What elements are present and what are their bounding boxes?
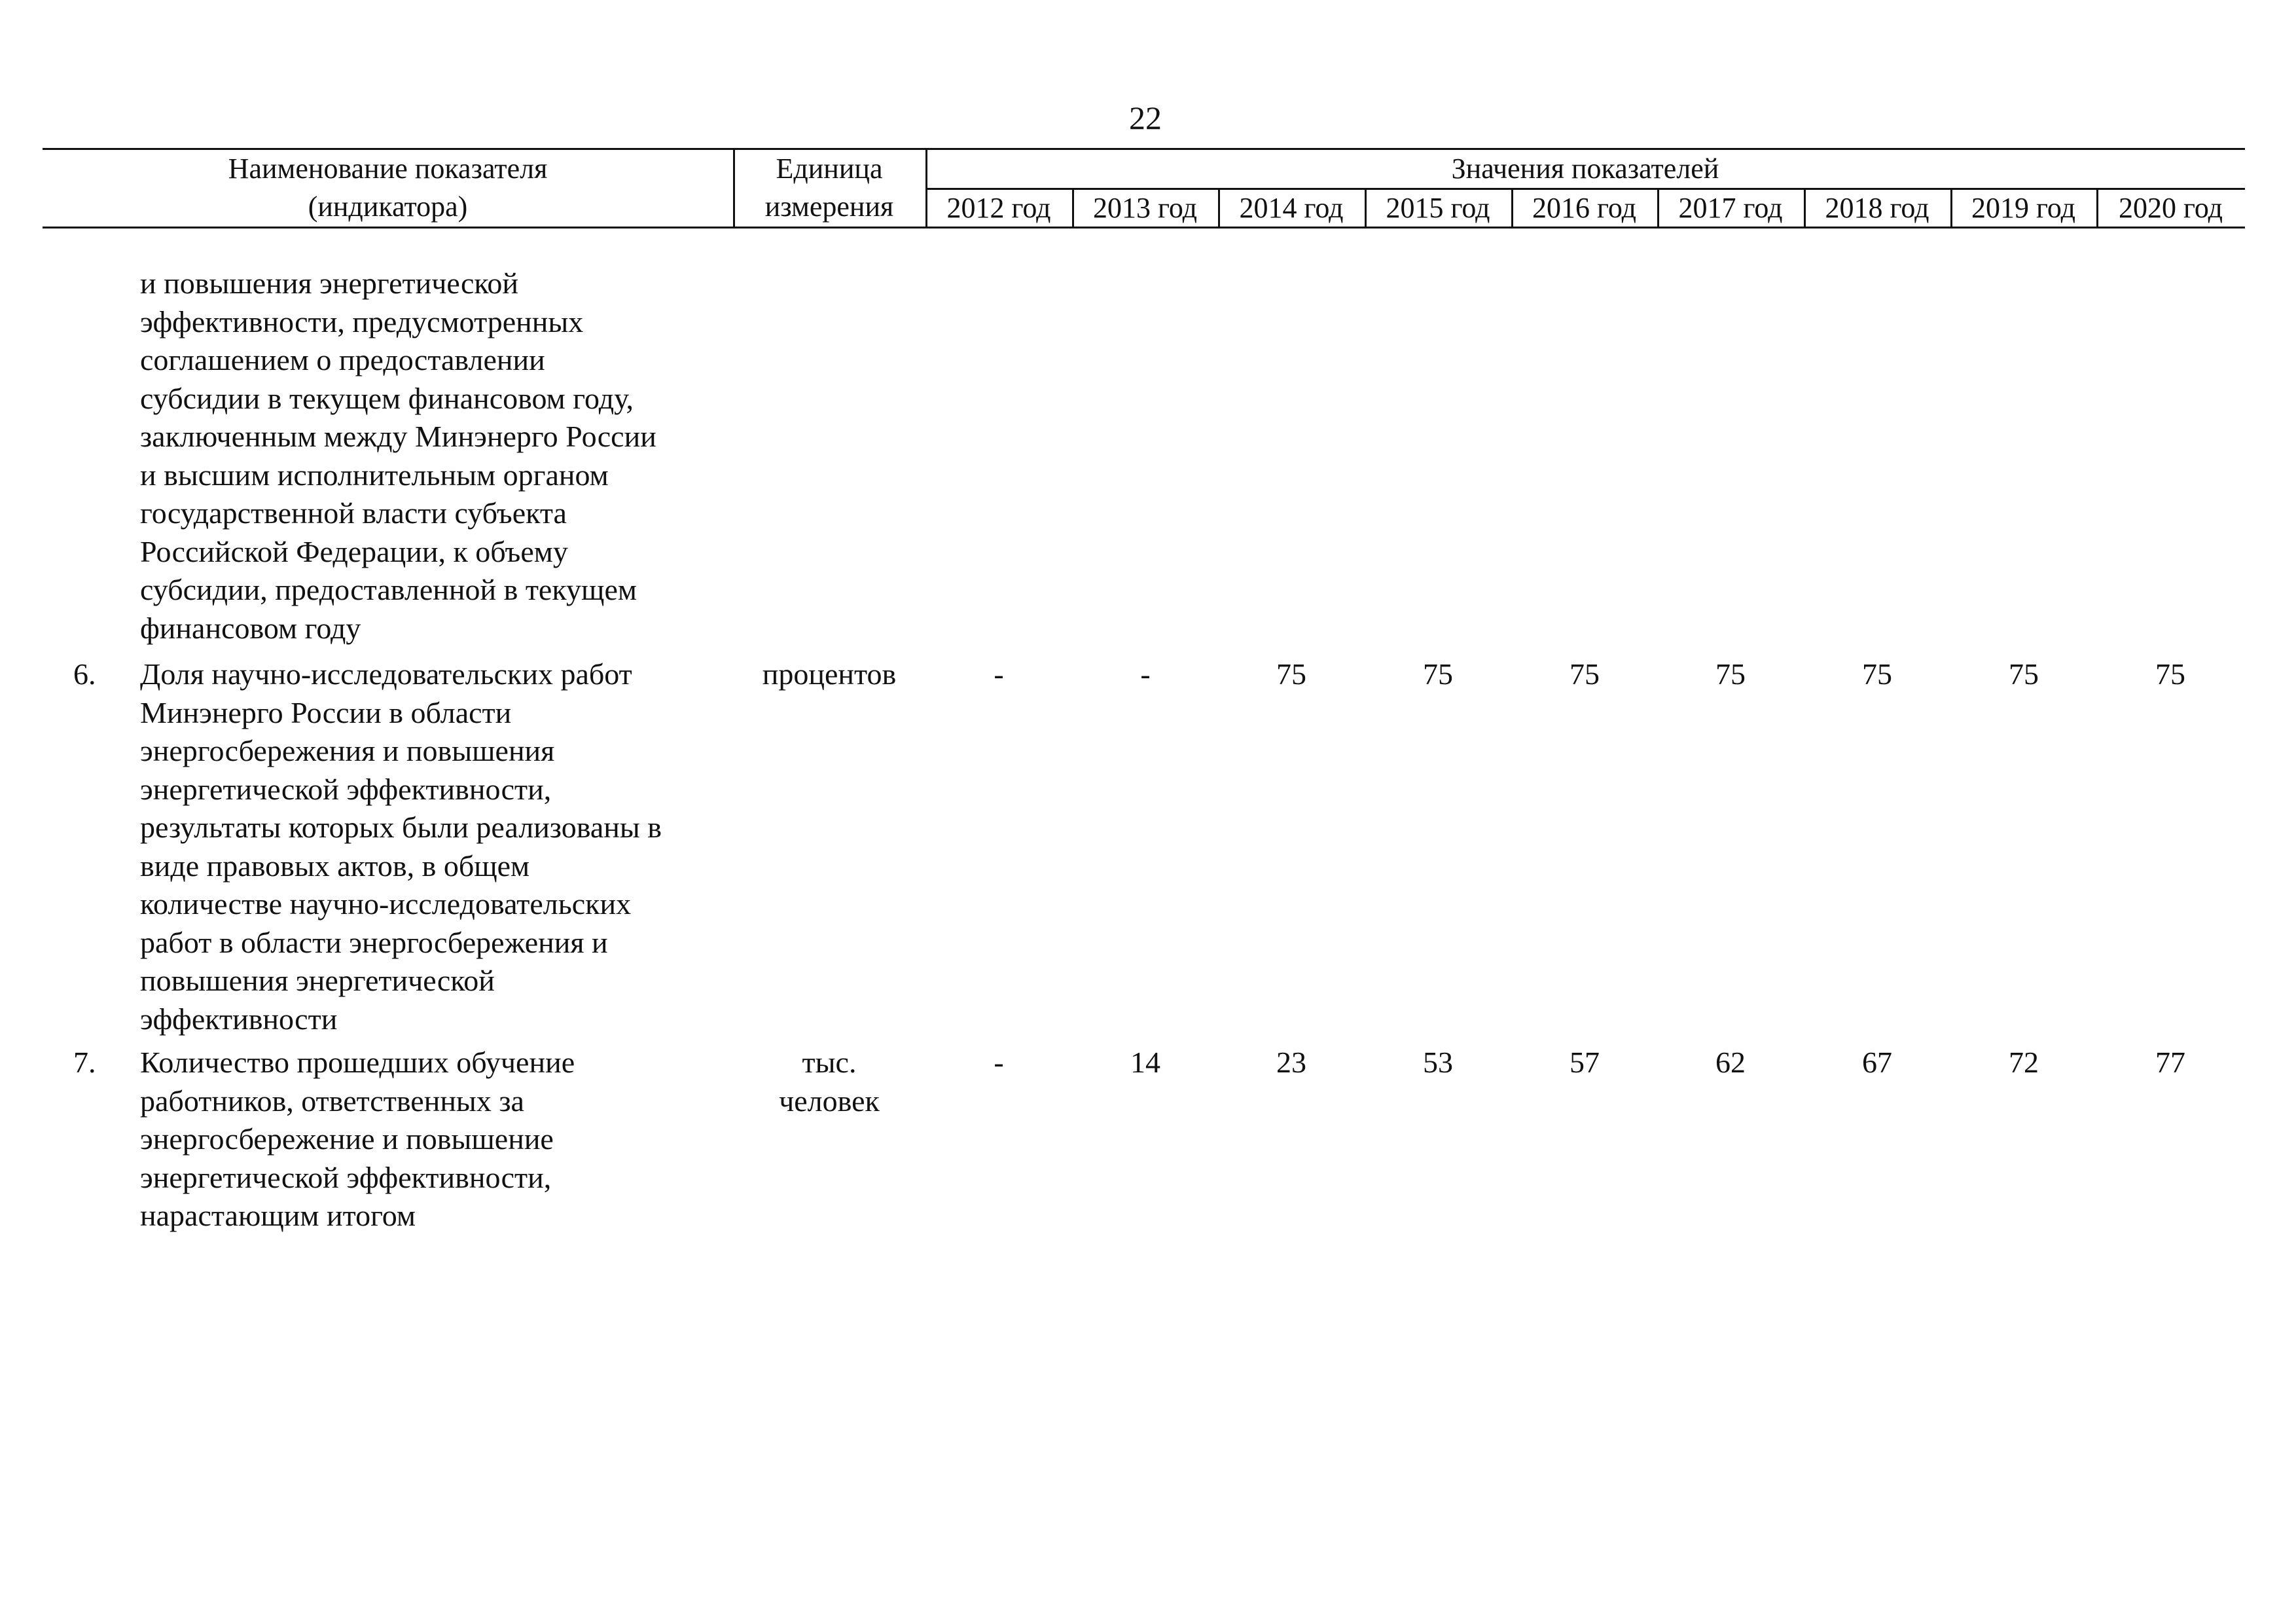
text-line: тыс.	[802, 1046, 857, 1079]
text-line: Российской Федерации, к объему	[140, 534, 568, 568]
header-year: 2013 год	[1092, 192, 1198, 224]
text-line: процентов	[762, 657, 897, 691]
value-cell: -	[1140, 657, 1151, 691]
text-line: государственной власти субъекта	[140, 496, 567, 530]
value-cell: 75	[2009, 657, 2039, 691]
value-cell: 75	[2155, 657, 2185, 691]
text-line: и повышения энергетической	[140, 266, 519, 300]
value-cell: 14	[1130, 1046, 1160, 1079]
text-line: результаты которых были реализованы в	[140, 811, 662, 844]
value-cell: 77	[2155, 1046, 2185, 1079]
text-line: субсидии в текущем финансовом году,	[140, 381, 634, 415]
text-line: нарастающим итогом	[140, 1199, 416, 1232]
header-year: 2019 год	[1971, 192, 2076, 224]
text-line: энергосбережение и повышение	[140, 1122, 554, 1156]
header-year: 2015 год	[1386, 192, 1490, 224]
value-cell: 75	[1276, 657, 1306, 691]
value-cell: 53	[1423, 1046, 1453, 1079]
page-number: 22	[1129, 100, 1162, 136]
text-line: Доля научно-исследовательских работ	[140, 657, 632, 691]
text-line: энергетической эффективности,	[140, 1160, 552, 1194]
header-year: 2012 год	[946, 192, 1051, 224]
text-line: виде правовых актов, в общем	[140, 848, 530, 883]
row-unit	[733, 1044, 925, 1120]
value-cell: 57	[1570, 1046, 1600, 1079]
value-cell: -	[994, 657, 1004, 691]
text-line: энергетической эффективности,	[140, 772, 552, 806]
text-line: работников, ответственных за	[140, 1084, 524, 1118]
header-unit-line1: Единица	[776, 153, 883, 185]
value-cell: 67	[1862, 1046, 1892, 1079]
header-year: 2016 год	[1532, 192, 1637, 224]
text-line: эффективности, предусмотренных	[140, 304, 584, 338]
header-year: 2020 год	[2118, 192, 2223, 224]
row-name	[140, 655, 662, 1038]
row-number: 6.	[73, 657, 96, 691]
value-cell: 62	[1715, 1046, 1746, 1079]
continuation-text	[140, 264, 656, 647]
row-number: 7.	[73, 1046, 96, 1079]
text-line: количестве научно-исследовательских	[140, 887, 632, 921]
value-cell: 23	[1276, 1046, 1306, 1079]
header-year: 2014 год	[1239, 192, 1344, 224]
text-line: финансовом году	[140, 611, 361, 645]
value-cell: -	[994, 1046, 1004, 1079]
header-bottom-rule	[43, 227, 2245, 228]
text-line: энергосбережения и повышения	[140, 734, 555, 767]
text-line: заключенным между Минэнерго России	[140, 420, 656, 453]
text-line: соглашением о предоставлении	[140, 343, 545, 376]
text-line: работ в области энергосбережения и	[140, 925, 608, 959]
text-line: человек	[779, 1084, 880, 1118]
value-cell: 75	[1570, 657, 1600, 691]
header-year: 2018 год	[1825, 192, 1929, 224]
table-top-rule	[43, 148, 2245, 150]
header-year: 2017 год	[1678, 192, 1783, 224]
header-values-title: Значения показателей	[1451, 153, 1719, 185]
value-cell: 75	[1715, 657, 1746, 691]
value-cell: 72	[2009, 1046, 2039, 1079]
text-line: субсидии, предоставленной в текущем	[140, 573, 637, 606]
text-line: Минэнерго России в области	[140, 695, 512, 729]
row-unit	[733, 655, 925, 694]
header-name-line1: Наименование показателя	[228, 153, 548, 185]
text-line: Количество прошедших обучение	[140, 1046, 575, 1079]
header-name-line2: (индикатора)	[308, 191, 468, 223]
value-cell: 75	[1862, 657, 1892, 691]
text-line: и высшим исполнительным органом	[140, 458, 609, 492]
row-name	[140, 1044, 575, 1235]
header-unit-line2: измерения	[764, 191, 894, 223]
value-cell: 75	[1423, 657, 1453, 691]
text-line: эффективности	[140, 1002, 338, 1036]
text-line: повышения энергетической	[140, 964, 495, 997]
